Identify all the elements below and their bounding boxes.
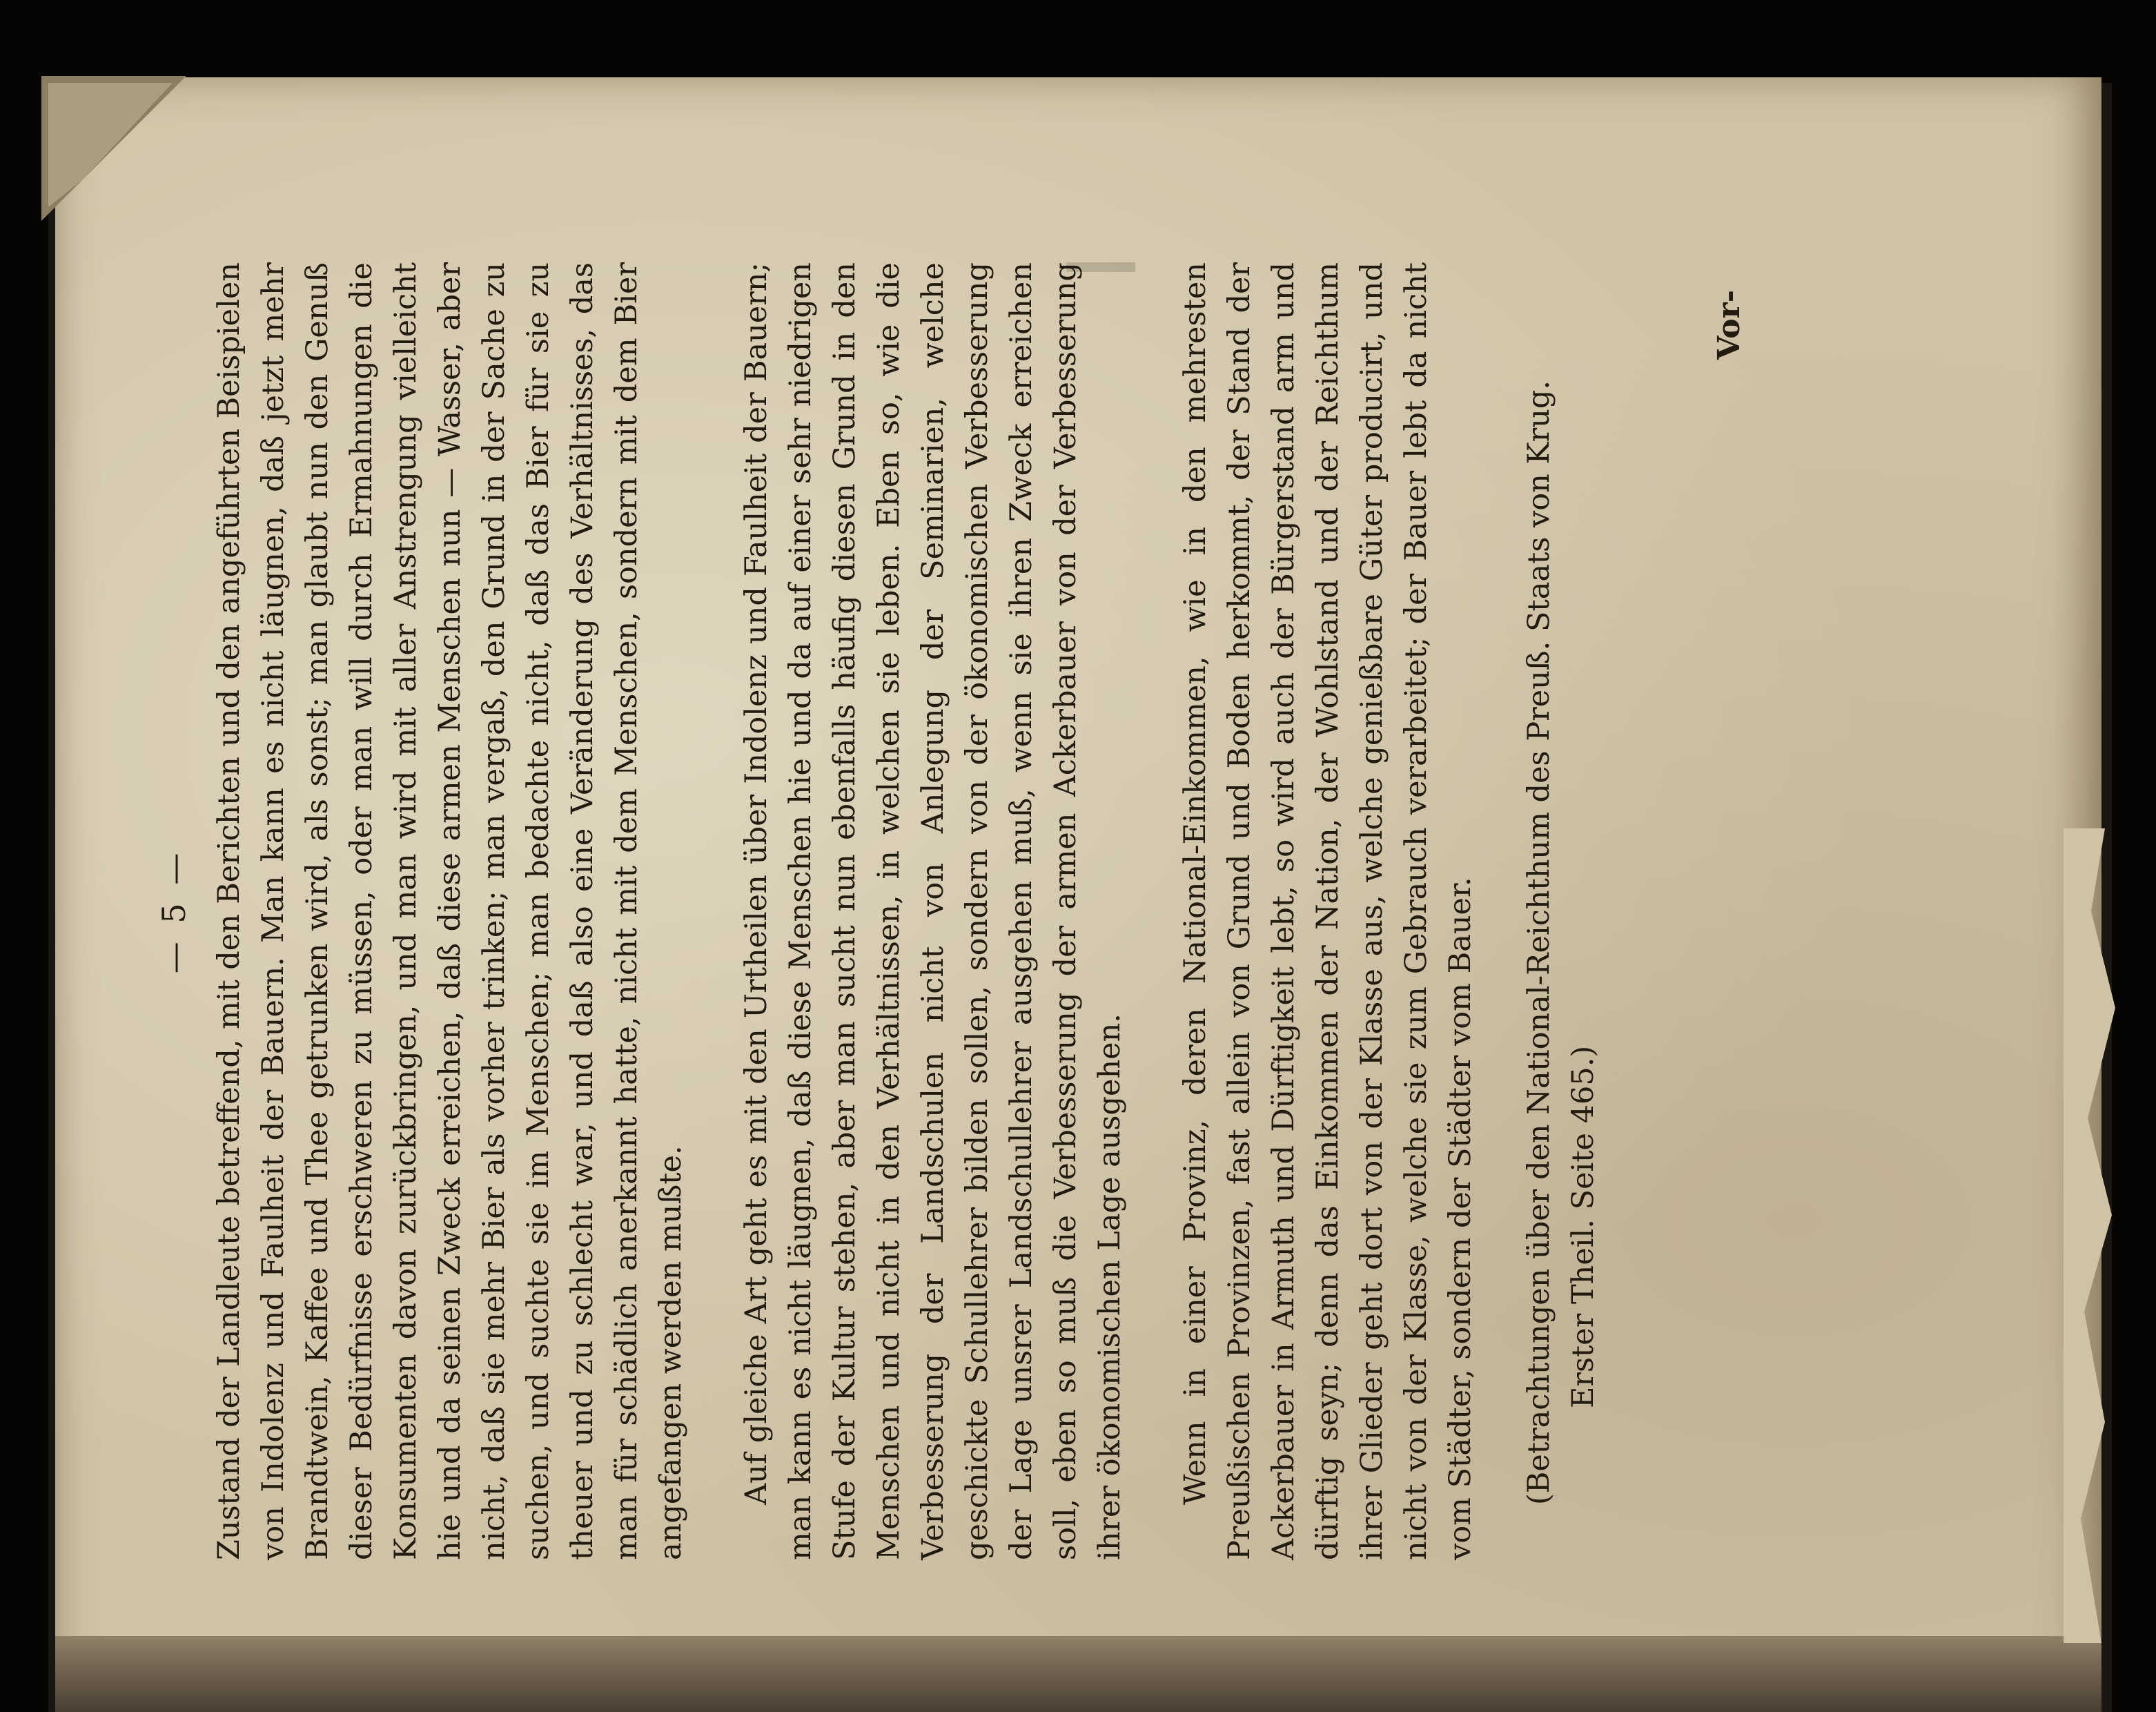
source-line-1: (Betrachtungen über den National-Reichthum des Preuß. Staats von Krug. <box>1522 380 1556 1505</box>
paragraph-2: Auf gleiche Art geht es mit den Urtheilen über Indolenz und Faulheit der Bauern; man kann es nicht läugnen, daß diese Menschen hie und da auf einer sehr niedrigen Stufe der Kultur stehen, aber man sucht nun ebenfalls häufig diesen Grund in den Menschen und nicht in den Verhältnissen, in welchen sie leben. Eben so, wie die Verbesserung der Landschulen nicht von Anlegung der Seminarien, welche geschickte Schullehrer bilden sollen, sondern von der ökonomischen Verbesserung der Lage unsrer Landschullehrer ausgehen muß, wenn sie ihren Zweck erreichen soll, eben so muß die Verbesserung der armen Ackerbauer von der Verbesserung ihrer ökonomischen Lage ausgehen. <box>739 262 1127 1560</box>
catchword: Vor- <box>1712 290 1747 360</box>
folded-corner-icon <box>41 76 186 221</box>
source-citation <box>1517 262 1605 1560</box>
paragraph-1: Zustand der Landleute betreffend, mit den Berichten und den angeführten Beispielen von Indolenz und Faulheit der Bauern. Man kann es nicht läugnen, daß jetzt mehr Brandtwein, Kaffee und Thee getrunken wird, als sonst; man glaubt nun den Genuß dieser Bedürfnisse erschweren zu müssen, oder man will durch Ermahnungen die Konsumenten davon zurückbringen, und man wird mit aller Anstrengung vielleicht hie und da seinen Zweck erreichen, daß diese armen Menschen nun — Wasser, aber nicht, daß sie mehr Bier als vorher trinken; man vergaß, den Grund in der Sache zu suchen, und suchte sie im Menschen; man bedachte nicht, daß das Bier für sie zu theuer und zu schlecht war, und daß also eine Veränderung des Verhältnisses, das man für schädlich anerkannt hatte, nicht mit dem Menschen, sondern mit dem Bier angefangen werden mußte. <box>212 262 688 1560</box>
page-header: — 5 — <box>155 848 193 974</box>
printed-text-block <box>155 262 1877 1560</box>
source-line-2: Erster Theil. Seite 465.) <box>1566 1045 1600 1408</box>
book-gutter <box>55 1636 2101 1712</box>
paragraph-3: Wenn in einer Provinz, deren National-Einkommen, wie in den mehresten Preußischen Provinzen, fast allein von Grund und Boden herkommt, der Stand der Ackerbauer in Armuth und Dürftigkeit lebt, so wird auch der Bürgerstand arm und dürftig seyn; denn das Einkommen der Nation, der Wohlstand und der Reichthum ihrer Glieder geht dort von der Klasse aus, welche genießbare Güter producirt, und nicht von der Klasse, welche sie zum Gebrauch verarbeitet; der Bauer lebt da nicht vom Städter, sondern der Städter vom Bauer. <box>1178 262 1478 1560</box>
torn-edge-icon <box>2064 828 2139 1643</box>
